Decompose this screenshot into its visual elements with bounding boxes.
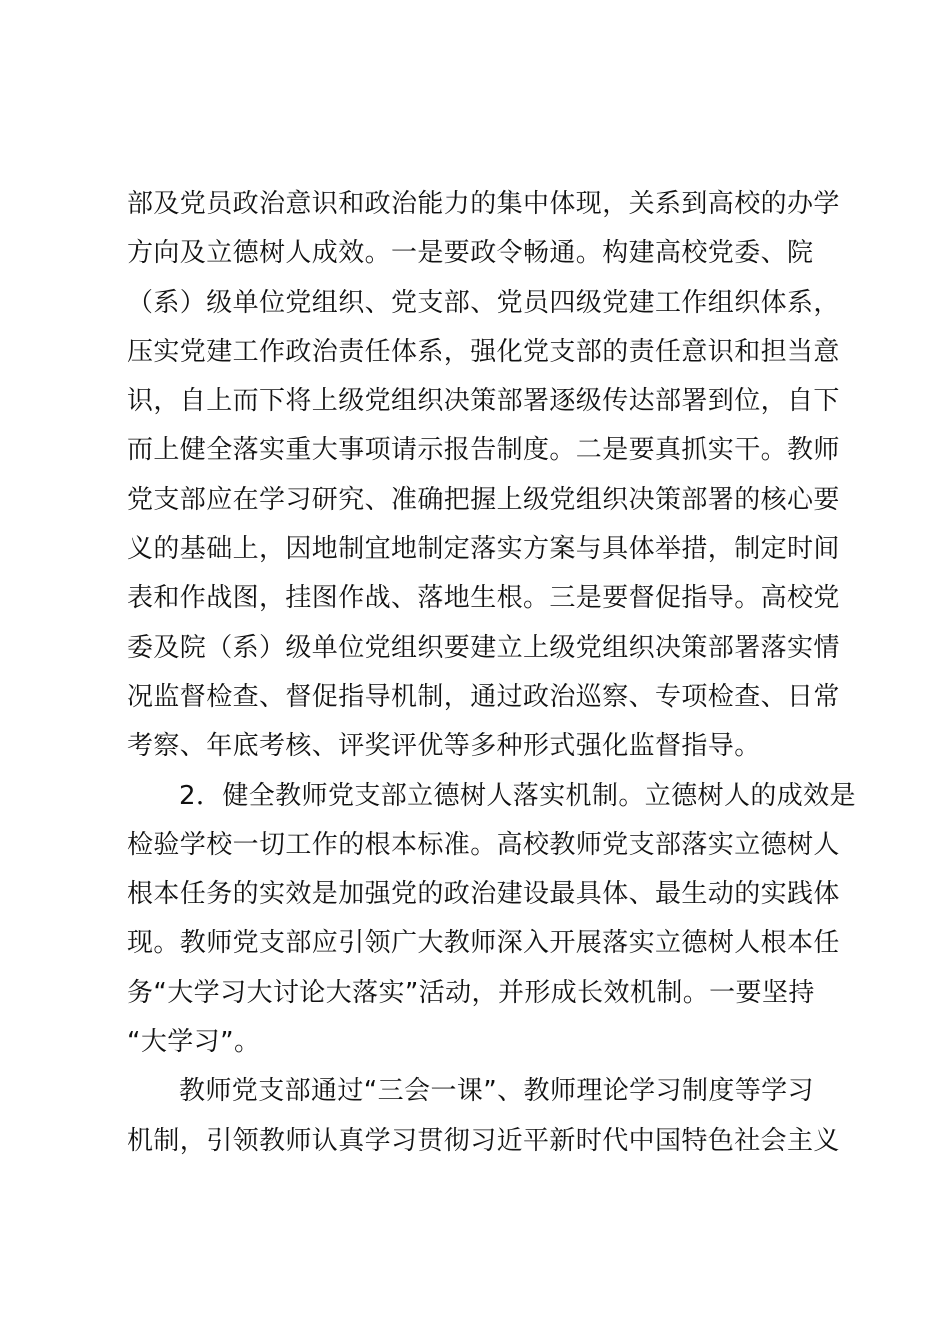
text-line: 表和作战图，挂图作战、落地生根。三是要督促指导。高校党 — [127, 583, 840, 614]
text-line: 部及党员政治意识和政治能力的集中体现，关系到高校的办学 — [127, 189, 840, 219]
text-line: 检验学校一切工作的根本标准。高校教师党支部落实立德树人 — [127, 829, 840, 860]
text-line: 现。教师党支部应引领广大教师深入开展落实立德树人根本任 — [127, 928, 840, 959]
text-line: 识，自上而下将上级党组织决策部署逐级传达部署到位，自下 — [127, 386, 840, 417]
text-line: 方向及立德树人成效。一是要政令畅通。构建高校党委、院 — [127, 238, 814, 269]
text-line: 根本任务的实效是加强党的政治建设最具体、最生动的实践体 — [127, 879, 840, 910]
text-line: 务“大学习大讨论大落实”活动，并形成长效机制。一要坚持 — [127, 977, 815, 1008]
text-line: （系）级单位党组织、党支部、党员四级党建工作组织体系， — [127, 287, 840, 318]
paragraph-2 — [127, 772, 856, 1068]
text-line: 2．健全教师党支部立德树人落实机制。立德树人的成效是 — [179, 780, 856, 811]
text-line: 党支部应在学习研究、准确把握上级党组织决策部署的核心要 — [127, 484, 840, 515]
text-line: 委及院（系）级单位党组织要建立上级党组织决策部署落实情 — [127, 632, 840, 663]
text-line: 而上健全落实重大事项请示报告制度。二是要真抓实干。教师 — [127, 435, 840, 466]
paragraph-1 — [127, 180, 840, 772]
text-line: “大学习”。 — [127, 1027, 261, 1058]
text-line: 教师党支部通过“三会一课”、教师理论学习制度等学习 — [179, 1076, 814, 1107]
paragraph-3 — [127, 1067, 840, 1166]
text-line: 机制，引领教师认真学习贯彻习近平新时代中国特色社会主义 — [127, 1125, 840, 1156]
text-line: 况监督检查、督促指导机制，通过政治巡察、专项检查、日常 — [127, 681, 840, 712]
text-line: 压实党建工作政治责任体系，强化党支部的责任意识和担当意 — [127, 336, 840, 367]
text-line: 考察、年底考核、评奖评优等多种形式强化监督指导。 — [127, 731, 761, 762]
document-body — [127, 180, 856, 1166]
text-line: 义的基础上，因地制宜地制定落实方案与具体举措，制定时间 — [127, 534, 840, 565]
